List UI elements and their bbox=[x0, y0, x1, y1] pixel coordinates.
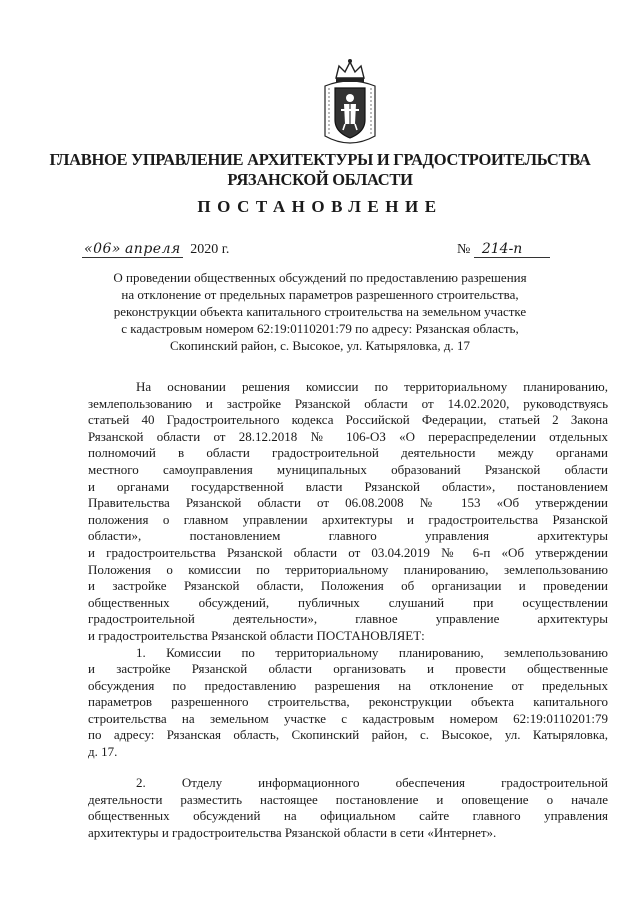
title-line: с кадастровым номером 62:19:0110201:79 по адресу: Рязанская область, bbox=[121, 321, 519, 336]
title-line: О проведении общественных обсуждений по предоставлению разрешения bbox=[113, 270, 527, 285]
body-line: градостроительной деятельности», главное управление архитектуры bbox=[88, 611, 608, 627]
body-line: параметров разрешенного строительства, реконструкции объекта капитального bbox=[88, 694, 608, 710]
body-line: архитектуры и градостроительства Рязанской области в сети «Интернет». bbox=[88, 824, 497, 840]
body-line: и органами государственной власти Рязанской области», постановлением bbox=[88, 478, 608, 494]
body-line: положения о главном управлении архитектуры и градостроительства Рязанской bbox=[88, 511, 608, 527]
body-line: и застройке Рязанской области, Положения об организации и проведении bbox=[88, 578, 608, 594]
agency-name-line1: ГЛАВНОЕ УПРАВЛЕНИЕ АРХИТЕКТУРЫ И ГРАДОСТРОИТЕЛЬСТВА bbox=[49, 150, 591, 169]
body-line: области», постановлением главного управления архитектуры bbox=[88, 528, 608, 544]
body-line: по адресу: Рязанская область, Скопинский район, с. Высокое, ул. Катыряловка, bbox=[88, 727, 608, 743]
document-number bbox=[457, 241, 550, 258]
document-type-heading: ПОСТАНОВЛЕНИЕ bbox=[197, 197, 443, 216]
body-line: д. 17. bbox=[88, 744, 118, 760]
body-line: статьей 40 Градостроительного кодекса Российской Федерации, статьей 2 Закона bbox=[88, 412, 608, 428]
body-line: местного самоуправления муниципальных образований Рязанской области bbox=[88, 461, 608, 477]
body-line: Рязанской области от 28.12.2018 № 106-ОЗ «О перераспределении отдельных bbox=[88, 428, 608, 444]
body-line: общественных обсуждений, публичных слушаний при осуществлении bbox=[88, 594, 608, 610]
date-year: 2020 г. bbox=[190, 242, 230, 257]
title-line: на отклонение от предельных параметров разрешенного строительства, bbox=[121, 287, 519, 302]
body-line: обсуждения по предоставлению разрешения на отклонение от предельных bbox=[88, 677, 608, 693]
date-day: «06» bbox=[84, 241, 121, 257]
body-line: 2. Отделу информационного обеспечения градостроительной bbox=[136, 775, 608, 790]
body-line: полномочий в области градостроительной деятельности между органами bbox=[88, 445, 608, 461]
body-line: землепользованию и застройке Рязанской области от 14.02.2020, руководствуясь bbox=[88, 395, 608, 411]
title-line: реконструкции объекта капитального строительства на земельном участке bbox=[113, 304, 527, 319]
body-line: и градостроительства Рязанской области от 03.04.2019 № 6-п «Об утверждении bbox=[88, 544, 608, 560]
body-line: На основании решения комиссии по территориальному планированию, bbox=[136, 379, 608, 394]
coat-of-arms-icon bbox=[319, 58, 381, 150]
body-line: 1. Комиссии по территориальному планированию, землепользованию bbox=[136, 644, 608, 660]
body-line: общественных обсуждений на официальном сайте главного управления bbox=[88, 808, 608, 824]
document-date bbox=[82, 241, 229, 258]
body-line: Правительства Рязанской области от 06.08.2008 № 153 «Об утверждении bbox=[88, 495, 608, 511]
title-line: Скопинский район, с. Высокое, ул. Катыряловка, д. 17 bbox=[169, 338, 471, 353]
date-month: апреля bbox=[124, 241, 181, 257]
number-value: 214-п bbox=[474, 241, 550, 258]
document-body-paragraph-2 bbox=[88, 775, 608, 841]
body-line: деятельности разместить настоящее постановление и оповещение о начале bbox=[88, 791, 608, 807]
document-body-paragraph-1 bbox=[88, 379, 608, 761]
body-line: строительства на земельном участке с кадастровым номером 62:19:0110201:79 bbox=[88, 710, 608, 726]
number-prefix: № bbox=[457, 242, 471, 257]
body-line: и застройке Рязанской области организовать и провести общественные bbox=[88, 661, 608, 677]
agency-name-line2: РЯЗАНСКОЙ ОБЛАСТИ bbox=[227, 170, 413, 189]
body-line: и градостроительства Рязанской области ПОСТАНОВЛЯЕТ: bbox=[88, 627, 425, 643]
document-title bbox=[90, 269, 550, 354]
body-line: Положения о комиссии по территориальному планированию, землепользованию bbox=[88, 561, 608, 577]
